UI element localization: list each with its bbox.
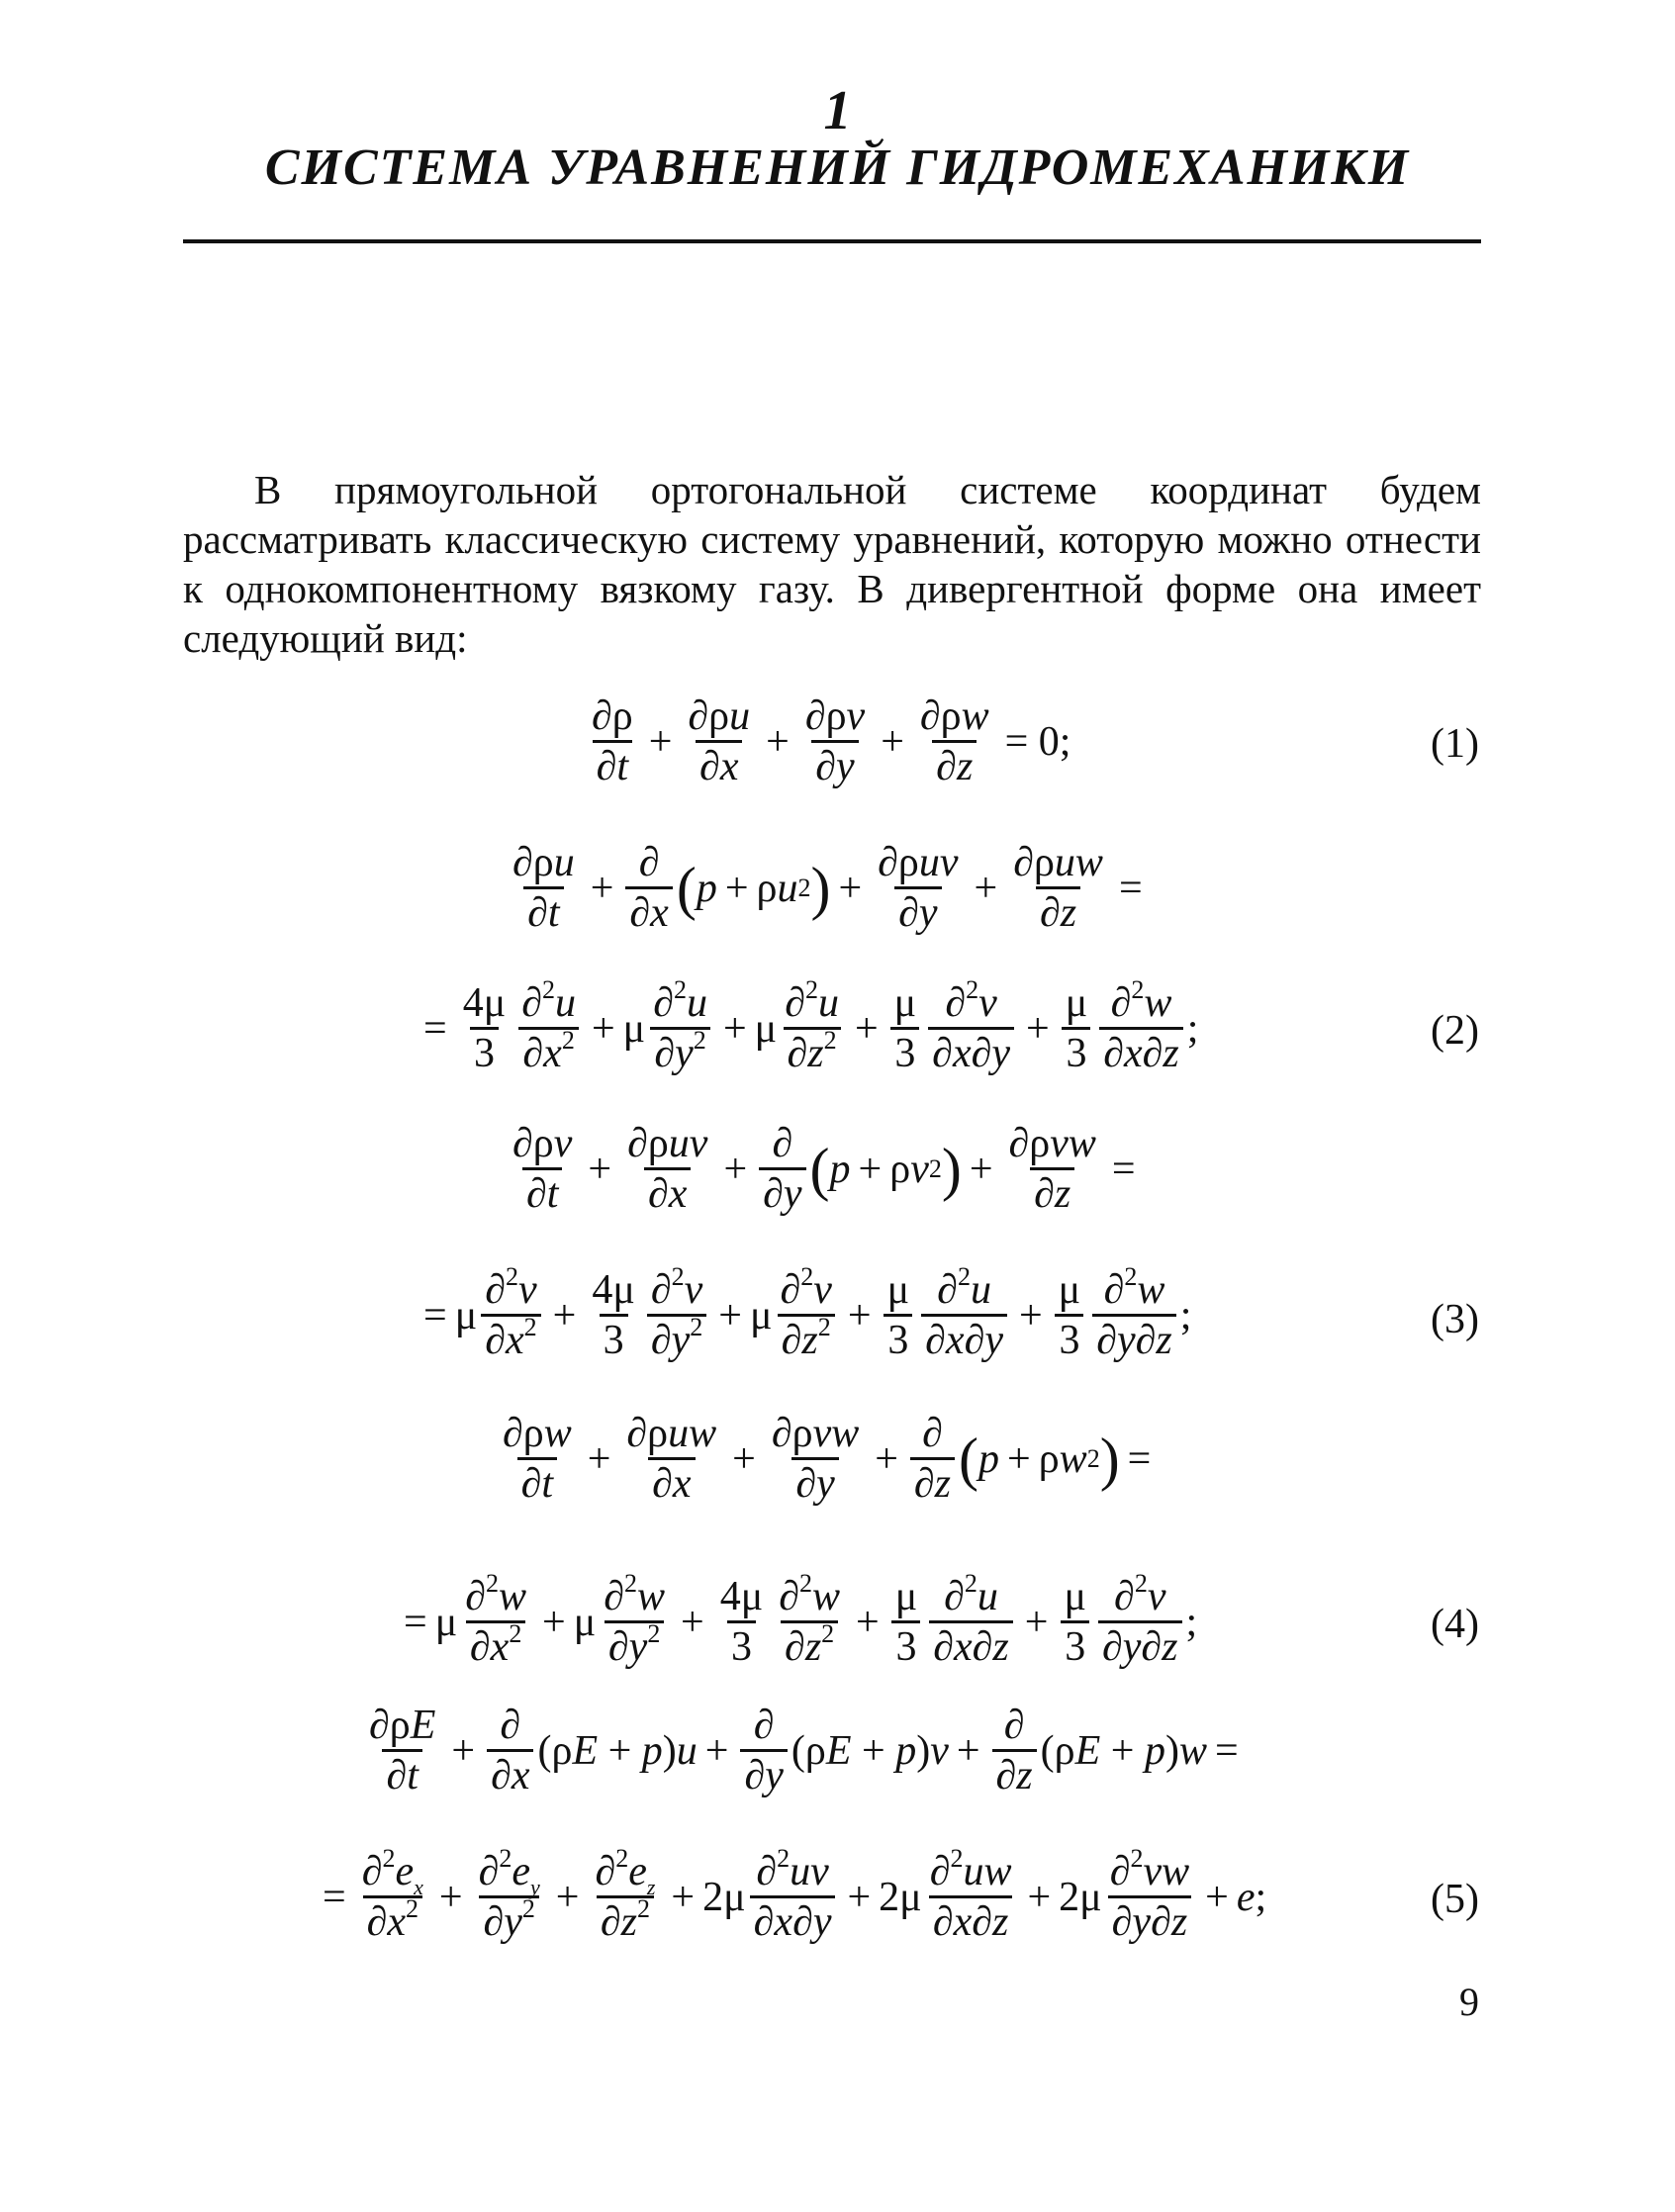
equation-number-1: (1)	[1431, 721, 1479, 767]
equation-number-2: (2)	[1431, 1008, 1479, 1054]
equation-3-lhs: $\frac{\partial\rho v}{\partial t}$ + $\frac{\text{∂ρuv}}{\partial x}$ + $\frac{\partial}{\partial y}$ ( p + ρ v 2 ) + $\frac{\text{∂ρvw}}{\partial z}$ =	[512, 1121, 1136, 1217]
chapter-number: 1	[823, 80, 852, 141]
chapter-title: СИСТЕМА УРАВНЕНИЙ ГИДРОМЕХАНИКИ	[264, 139, 1411, 196]
equation-2-lhs: $\frac{\partial\rho u}{\partial t}$ + $\frac{\partial}{\partial x}$ ( p + ρ u 2 ) + $\frac{\text{∂ρuv}}{\partial y}$ + $\frac{\text{∂ρuw}}{\partial z}$ =	[512, 840, 1143, 936]
equation-1: $\frac{\partial\rho}{\partial t}$ + $\frac{\partial\rho u}{\partial x}$ + $\frac{\partial\rho v}{\partial y}$ + $\frac{\partial\rho w}{\partial z}$ = 0;	[592, 693, 1071, 789]
equation-5-rhs: = $\frac{\partial^2e_x}{\partial x^2}$ + $\frac{\partial^2e_y}{\partial y^2}$ + $\frac{\partial^2e_z}{\partial z^2}$ + 2μ $\frac{\partial^2uv}{\partial x\partial y}$ + 2μ $\frac{\partial^2uw}{\partial x\partial z}$ + 2μ $\frac{\partial^2vw}{\partial y\partial z}$ + e ;	[323, 1844, 1267, 1945]
intro-text: В прямоугольной ортогональной системе координат будем рассматривать классическую систему уравнений, которую можно отнести к однокомпонентному вязкому газу. В дивергентной форме она имеет следующий вид:	[183, 467, 1481, 661]
equation-4-lhs: $\frac{\partial\rho w}{\partial t}$ + $\frac{\text{∂ρuw}}{\partial x}$ + $\frac{\text{∂ρvw}}{\partial y}$ + $\frac{\partial}{\partial z}$ ( p + ρ w 2 ) =	[503, 1411, 1152, 1507]
title-divider	[183, 239, 1481, 243]
page-number: 9	[1459, 1980, 1479, 2024]
equation-number-4: (4)	[1431, 1602, 1479, 1647]
intro-paragraph	[183, 465, 1481, 663]
equation-5-lhs: $\frac{\partial\rho E}{\partial t}$ + $\frac{\partial}{\partial x}$ (ρE + p)u + $\frac{\partial}{\partial y}$ (ρE + p)v + $\frac{\partial}{\partial z}$ (ρE + p)w =	[369, 1703, 1239, 1798]
equation-number-5: (5)	[1431, 1877, 1479, 1922]
equation-4-rhs: = μ $\frac{\partial^2w}{\partial x^2}$ + μ $\frac{\partial^2w}{\partial y^2}$ + $\frac{4\mu}{3}$ $\frac{\partial^2w}{\partial z^2}$ + $\frac{\mu}{3}$ $\frac{\partial^2u}{\partial x\partial z}$ + $\frac{\mu}{3}$ $\frac{\partial^2v}{\partial y\partial z}$ ;	[404, 1569, 1198, 1670]
equation-number-3: (3)	[1431, 1297, 1479, 1342]
equation-3-rhs: = μ $\frac{\partial^2v}{\partial x^2}$ + $\frac{4\mu}{3}$ $\frac{\partial^2v}{\partial y^2}$ + μ $\frac{\partial^2v}{\partial z^2}$ + $\frac{\mu}{3}$ $\frac{\partial^2u}{\partial x\partial y}$ + $\frac{\mu}{3}$ $\frac{\partial^2w}{\partial y\partial z}$ ;	[423, 1262, 1192, 1363]
equation-2-rhs: = $\frac{4\mu}{3}$ $\frac{\partial^2u}{\partial x^2}$ + μ $\frac{\partial^2u}{\partial y^2}$ + μ $\frac{\partial^2u}{\partial z^2}$ + $\frac{\mu}{3}$ $\frac{\partial^2v}{\partial x\partial y}$ + $\frac{\mu}{3}$ $\frac{\partial^2w}{\partial x\partial z}$ ;	[423, 975, 1199, 1076]
